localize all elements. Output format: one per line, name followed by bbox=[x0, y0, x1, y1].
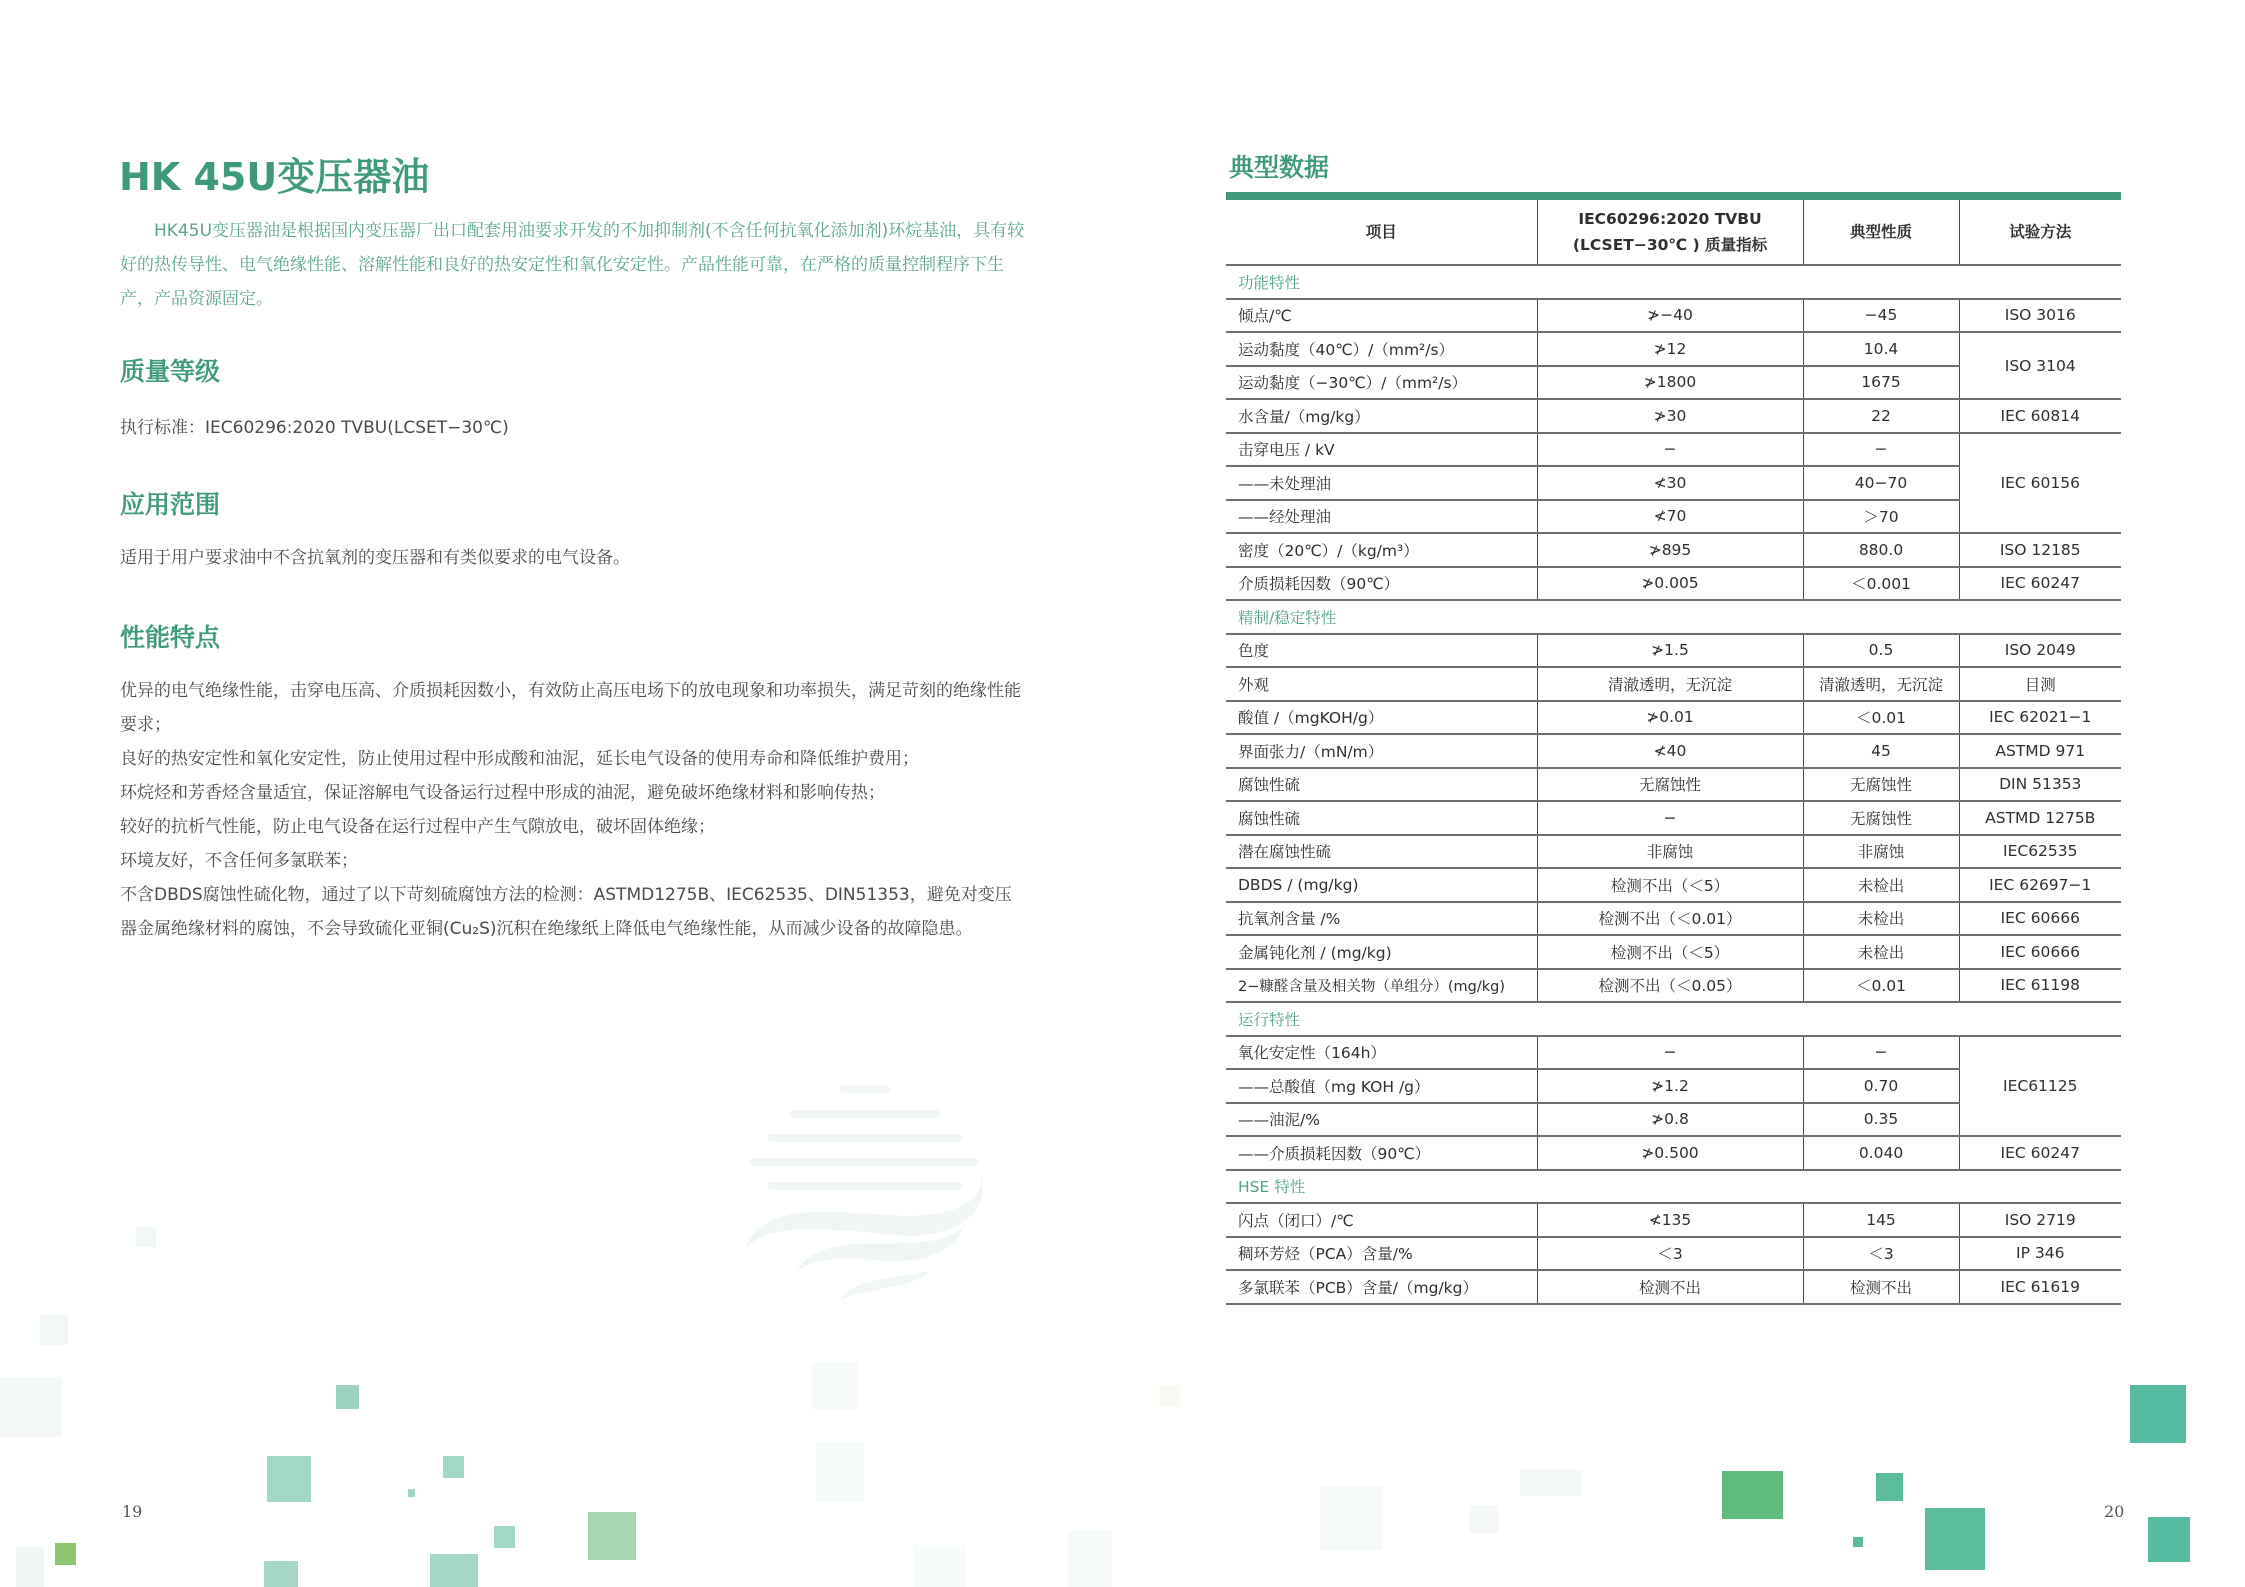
cell-method: ISO 3016 bbox=[1959, 299, 2121, 333]
decorative-square bbox=[816, 1442, 864, 1502]
cell-item: 腐蚀性硫 bbox=[1226, 801, 1537, 835]
cell-method: IP 346 bbox=[1959, 1237, 2121, 1271]
cell-item: 密度（20℃）/（kg/m³） bbox=[1226, 533, 1537, 567]
decorative-square bbox=[588, 1512, 636, 1560]
table-row bbox=[1226, 1036, 2121, 1070]
table-row bbox=[1226, 734, 2121, 768]
feature-item: 不含DBDS腐蚀性硫化物，通过了以下苛刻硫腐蚀方法的检测：ASTMD1275B、IEC62535、DIN51353，避免对变压器金属绝缘材料的腐蚀，不会导致硫化亚铜(Cu₂S)沉积在绝缘纸上降低电气绝缘性能，从而减少设备的故障隐患。 bbox=[120, 885, 1012, 939]
header-spec bbox=[1537, 200, 1803, 265]
quality-standard-text: 执行标准：IEC60296:2020 TVBU(LCSET−30℃) bbox=[120, 418, 509, 438]
cell-typical: 40−70 bbox=[1803, 466, 1959, 500]
table-row bbox=[1226, 1237, 2121, 1271]
cell-method: 目测 bbox=[1959, 667, 2121, 701]
table-header-row bbox=[1226, 200, 2121, 265]
cell-method: IEC 61619 bbox=[1959, 1270, 2121, 1304]
header-spec-line2: (LCSET−30℃ ) 质量指标 bbox=[1572, 236, 1768, 254]
cell-spec: ≯0.500 bbox=[1537, 1136, 1803, 1170]
cell-item: ——经处理油 bbox=[1226, 500, 1537, 534]
table-row bbox=[1226, 935, 2121, 969]
quality-heading: 质量等级 bbox=[120, 357, 221, 386]
decorative-square bbox=[443, 1456, 464, 1478]
decorative-square bbox=[1068, 1530, 1112, 1587]
decorative-square bbox=[264, 1561, 298, 1587]
table-row bbox=[1226, 969, 2121, 1003]
cell-spec: ≯1.2 bbox=[1537, 1069, 1803, 1103]
cell-spec: ≮30 bbox=[1537, 466, 1803, 500]
cell-typical: 10.4 bbox=[1803, 332, 1959, 366]
section-row bbox=[1226, 1002, 2121, 1036]
cell-typical: 未检出 bbox=[1803, 902, 1959, 936]
cell-typical: ＜0.01 bbox=[1803, 701, 1959, 735]
cell-spec: 检测不出（＜0.01） bbox=[1537, 902, 1803, 936]
application-heading: 应用范围 bbox=[120, 490, 221, 519]
cell-spec: 无腐蚀性 bbox=[1537, 768, 1803, 802]
cell-spec: 非腐蚀 bbox=[1537, 835, 1803, 869]
cell-item: 色度 bbox=[1226, 634, 1537, 668]
section-functional: 功能特性 bbox=[1226, 265, 2121, 299]
cell-spec: 检测不出（＜5） bbox=[1537, 935, 1803, 969]
table-row bbox=[1226, 433, 2121, 467]
cell-spec: ≮135 bbox=[1537, 1203, 1803, 1237]
feature-item: 优异的电气绝缘性能，击穿电压高、介质损耗因数小，有效防止高压电场下的放电现象和功率损失，满足苛刻的绝缘性能要求； bbox=[120, 681, 1021, 735]
cell-spec: − bbox=[1537, 433, 1803, 467]
decorative-square bbox=[430, 1554, 478, 1587]
cell-item: 酸值 /（mgKOH/g） bbox=[1226, 701, 1537, 735]
cell-method: IEC62535 bbox=[1959, 835, 2121, 869]
decorative-square bbox=[408, 1489, 415, 1497]
header-item: 项目 bbox=[1226, 200, 1537, 265]
table-row bbox=[1226, 902, 2121, 936]
cell-method: IEC 60814 bbox=[1959, 399, 2121, 433]
decorative-square bbox=[336, 1385, 359, 1409]
header-typical: 典型性质 bbox=[1803, 200, 1959, 265]
decorative-square bbox=[494, 1526, 515, 1548]
cell-spec: − bbox=[1537, 1036, 1803, 1070]
cell-typical: − bbox=[1803, 1036, 1959, 1070]
cell-method: ASTMD 971 bbox=[1959, 734, 2121, 768]
company-logo-watermark bbox=[745, 1070, 995, 1300]
section-row bbox=[1226, 265, 2121, 299]
feature-item: 良好的热安定性和氧化安定性，防止使用过程中形成酸和油泥，延长电气设备的使用寿命和降低维护费用； bbox=[120, 749, 919, 769]
table-row bbox=[1226, 1270, 2121, 1304]
section-operation: 运行特性 bbox=[1226, 1002, 2121, 1036]
cell-method: DIN 51353 bbox=[1959, 768, 2121, 802]
cell-method: IEC 60156 bbox=[1959, 433, 2121, 534]
cell-item: 界面张力/（mN/m） bbox=[1226, 734, 1537, 768]
decorative-square bbox=[2130, 1385, 2186, 1443]
cell-typical: 非腐蚀 bbox=[1803, 835, 1959, 869]
decorative-square bbox=[136, 1227, 156, 1247]
decorative-square bbox=[55, 1543, 76, 1565]
cell-spec: ≯1.5 bbox=[1537, 634, 1803, 668]
typical-data-table bbox=[1226, 192, 2121, 1305]
cell-typical: ＞70 bbox=[1803, 500, 1959, 534]
cell-method: ISO 12185 bbox=[1959, 533, 2121, 567]
cell-spec: ≯12 bbox=[1537, 332, 1803, 366]
table-row bbox=[1226, 634, 2121, 668]
decorative-square bbox=[40, 1315, 68, 1345]
cell-item: ——油泥/% bbox=[1226, 1103, 1537, 1137]
cell-item: ——介质损耗因数（90℃） bbox=[1226, 1136, 1537, 1170]
cell-spec: 检测不出（＜5） bbox=[1537, 868, 1803, 902]
decorative-square bbox=[915, 1545, 965, 1587]
page-number-right: 20 bbox=[2104, 1502, 2125, 1521]
decorative-square bbox=[1853, 1537, 1863, 1547]
cell-method: ISO 3104 bbox=[1959, 332, 2121, 399]
cell-spec: 检测不出（＜0.05） bbox=[1537, 969, 1803, 1003]
product-intro: HK45U变压器油是根据国内变压器厂出口配套用油要求开发的不加抑制剂(不含任何抗氧化添加剂)环烷基油，具有较好的热传导性、电气绝缘性能、溶解性能和良好的热安定性和氧化安定性。产品性能可靠，在严格的质量控制程序下生产，产品资源固定。 bbox=[120, 221, 1025, 309]
cell-item: 抗氧剂含量 /% bbox=[1226, 902, 1537, 936]
cell-method: IEC 60247 bbox=[1959, 1136, 2121, 1170]
cell-typical: 880.0 bbox=[1803, 533, 1959, 567]
cell-item: ——未处理油 bbox=[1226, 466, 1537, 500]
typical-data-title: 典型数据 bbox=[1229, 153, 1330, 182]
table-row bbox=[1226, 399, 2121, 433]
cell-typical: 22 bbox=[1803, 399, 1959, 433]
table-row bbox=[1226, 1136, 2121, 1170]
table-row bbox=[1226, 701, 2121, 735]
cell-typical: 0.70 bbox=[1803, 1069, 1959, 1103]
cell-spec: ≯0.8 bbox=[1537, 1103, 1803, 1137]
cell-spec: 清澈透明，无沉淀 bbox=[1537, 667, 1803, 701]
cell-spec: ≯1800 bbox=[1537, 366, 1803, 400]
cell-method: IEC 60666 bbox=[1959, 935, 2121, 969]
table-row bbox=[1226, 868, 2121, 902]
cell-item: ——总酸值（mg KOH /g） bbox=[1226, 1069, 1537, 1103]
cell-method: ISO 2719 bbox=[1959, 1203, 2121, 1237]
cell-typical: ＜3 bbox=[1803, 1237, 1959, 1271]
cell-method: IEC61125 bbox=[1959, 1036, 2121, 1137]
cell-item: DBDS / (mg/kg) bbox=[1226, 868, 1537, 902]
cell-typical: 未检出 bbox=[1803, 935, 1959, 969]
cell-method: IEC 60247 bbox=[1959, 567, 2121, 601]
cell-item: 腐蚀性硫 bbox=[1226, 768, 1537, 802]
section-row bbox=[1226, 1170, 2121, 1204]
cell-method: IEC 60666 bbox=[1959, 902, 2121, 936]
cell-typical: 0.5 bbox=[1803, 634, 1959, 668]
section-hse: HSE 特性 bbox=[1226, 1170, 2121, 1204]
cell-spec: ≯895 bbox=[1537, 533, 1803, 567]
cell-spec: ＜3 bbox=[1537, 1237, 1803, 1271]
table-row bbox=[1226, 1203, 2121, 1237]
cell-item: 介质损耗因数（90℃） bbox=[1226, 567, 1537, 601]
product-title: HK 45U变压器油 bbox=[119, 155, 430, 199]
cell-typical: 检测不出 bbox=[1803, 1270, 1959, 1304]
header-spec-line1: IEC60296:2020 TVBU bbox=[1578, 210, 1762, 228]
cell-item: 多氯联苯（PCB）含量/（mg/kg） bbox=[1226, 1270, 1537, 1304]
cell-spec: 检测不出 bbox=[1537, 1270, 1803, 1304]
decorative-square bbox=[1722, 1471, 1783, 1519]
decorative-square bbox=[1320, 1486, 1382, 1550]
page-number-left: 19 bbox=[122, 1502, 143, 1521]
section-refining: 精制/稳定特性 bbox=[1226, 600, 2121, 634]
cell-item: 击穿电压 / kV bbox=[1226, 433, 1537, 467]
decorative-square bbox=[16, 1547, 44, 1587]
decorative-square bbox=[1470, 1505, 1498, 1533]
cell-spec: ≯−40 bbox=[1537, 299, 1803, 333]
cell-typical: 1675 bbox=[1803, 366, 1959, 400]
application-text: 适用于用户要求油中不含抗氧剂的变压器和有类似要求的电气设备。 bbox=[120, 548, 630, 568]
cell-typical: 无腐蚀性 bbox=[1803, 768, 1959, 802]
table-row bbox=[1226, 567, 2121, 601]
decorative-square bbox=[1876, 1473, 1903, 1501]
cell-item: 氧化安定性（164h） bbox=[1226, 1036, 1537, 1070]
table-row bbox=[1226, 801, 2121, 835]
header-method: 试验方法 bbox=[1959, 200, 2121, 265]
cell-typical: − bbox=[1803, 433, 1959, 467]
decorative-square bbox=[812, 1362, 858, 1410]
cell-spec: ≮70 bbox=[1537, 500, 1803, 534]
cell-item: 运动黏度（−30℃）/（mm²/s） bbox=[1226, 366, 1537, 400]
table-row bbox=[1226, 332, 2121, 366]
table-row bbox=[1226, 667, 2121, 701]
cell-item: 2−糠醛含量及相关物（单组分）(mg/kg) bbox=[1226, 969, 1537, 1003]
features-list bbox=[120, 674, 1025, 946]
decorative-square bbox=[1160, 1385, 1180, 1407]
cell-spec: ≮40 bbox=[1537, 734, 1803, 768]
cell-item: 金属钝化剂 / (mg/kg) bbox=[1226, 935, 1537, 969]
cell-typical: 未检出 bbox=[1803, 868, 1959, 902]
cell-item: 外观 bbox=[1226, 667, 1537, 701]
cell-typical: 清澈透明，无沉淀 bbox=[1803, 667, 1959, 701]
cell-item: 闪点（闭口）/℃ bbox=[1226, 1203, 1537, 1237]
cell-item: 潜在腐蚀性硫 bbox=[1226, 835, 1537, 869]
cell-typical: ＜0.01 bbox=[1803, 969, 1959, 1003]
decorative-square bbox=[1520, 1470, 1582, 1496]
table-row bbox=[1226, 533, 2121, 567]
decorative-square bbox=[1925, 1508, 1985, 1570]
cell-spec: ≯30 bbox=[1537, 399, 1803, 433]
cell-spec: − bbox=[1537, 801, 1803, 835]
left-page bbox=[0, 0, 1122, 1587]
table-row bbox=[1226, 768, 2121, 802]
table-row bbox=[1226, 299, 2121, 333]
section-row bbox=[1226, 600, 2121, 634]
cell-method: IEC 62697−1 bbox=[1959, 868, 2121, 902]
feature-item: 环境友好，不含任何多氯联苯； bbox=[120, 851, 358, 871]
cell-typical: 45 bbox=[1803, 734, 1959, 768]
cell-typical: −45 bbox=[1803, 299, 1959, 333]
cell-method: IEC 62021−1 bbox=[1959, 701, 2121, 735]
cell-method: ISO 2049 bbox=[1959, 634, 2121, 668]
cell-method: IEC 61198 bbox=[1959, 969, 2121, 1003]
decorative-square bbox=[2148, 1517, 2190, 1562]
cell-typical: 0.040 bbox=[1803, 1136, 1959, 1170]
cell-typical: 145 bbox=[1803, 1203, 1959, 1237]
cell-spec: ≯0.005 bbox=[1537, 567, 1803, 601]
cell-typical: ＜0.001 bbox=[1803, 567, 1959, 601]
feature-item: 较好的抗析气性能，防止电气设备在运行过程中产生气隙放电，破坏固体绝缘； bbox=[120, 817, 715, 837]
cell-item: 水含量/（mg/kg） bbox=[1226, 399, 1537, 433]
cell-item: 运动黏度（40℃）/（mm²/s） bbox=[1226, 332, 1537, 366]
cell-typical: 0.35 bbox=[1803, 1103, 1959, 1137]
table-top-bar bbox=[1226, 192, 2121, 200]
features-heading: 性能特点 bbox=[120, 623, 221, 652]
cell-typical: 无腐蚀性 bbox=[1803, 801, 1959, 835]
cell-spec: ≯0.01 bbox=[1537, 701, 1803, 735]
decorative-square bbox=[267, 1456, 311, 1502]
cell-method: ASTMD 1275B bbox=[1959, 801, 2121, 835]
cell-item: 倾点/℃ bbox=[1226, 299, 1537, 333]
feature-item: 环烷烃和芳香烃含量适宜，保证溶解电气设备运行过程中形成的油泥，避免破坏绝缘材料和影响传热； bbox=[120, 783, 885, 803]
table-row bbox=[1226, 835, 2121, 869]
cell-item: 稠环芳烃（PCA）含量/% bbox=[1226, 1237, 1537, 1271]
decorative-square bbox=[0, 1377, 62, 1437]
